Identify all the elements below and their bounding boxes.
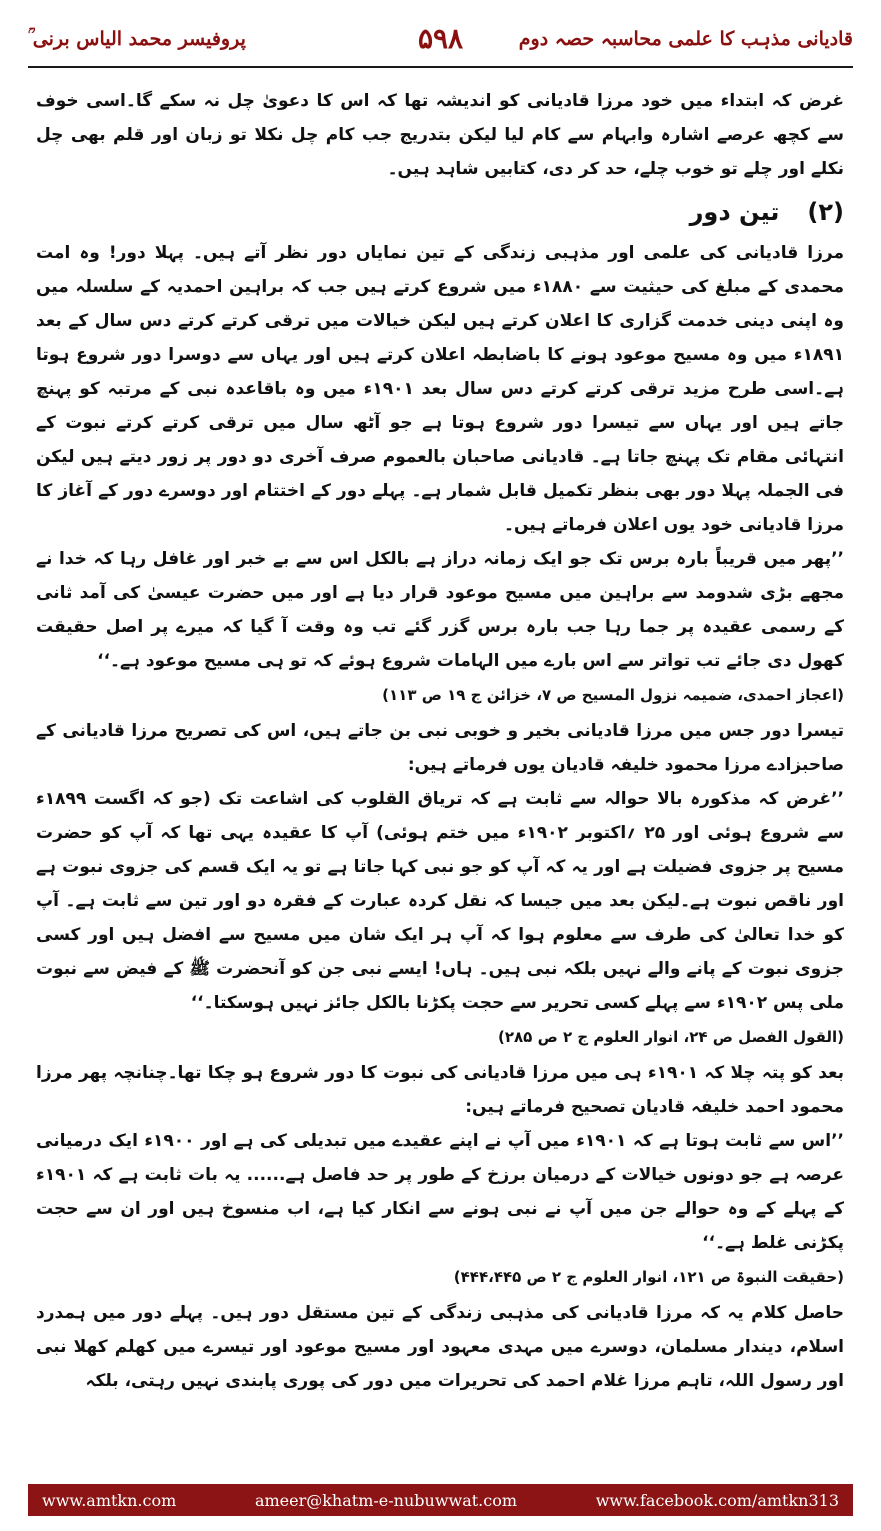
reference-3: (حقیقت النبوۃ ص ۱۲۱، انوار العلوم ج ۲ ص ۴۴۴،۴۴۵) xyxy=(453,1268,844,1286)
paragraph-2: مرزا قادیانی کی علمی اور مذہبی زندگی کے تین نمایاں دور نظر آتے ہیں۔ پہلا دور! وہ امت محمدی کے مبلغ کی حیثیت سے ۱۸۸۰ء میں شروع کرتے ہیں جب کہ براہین احمدیہ کے سلسلہ میں وہ اپنی دینی خدمت گزاری کا اعلان کرتے ہیں لیکن خیالات میں ترقی کرتے کرتے دس سال کے بعد ۱۸۹۱ء میں وہ مسیح موعود ہونے کا باضابطہ اعلان کرتے ہیں اور یہاں سے دوسرا دور شروع ہوتا ہے۔اسی طرح مزید ترقی کرتے کرتے دس سال بعد ۱۹۰۱ء میں وہ باقاعدہ نبی کے مرتبہ کو پہنچ جاتے ہیں اور یہاں سے تیسرا دور شروع ہوتا ہے جو آٹھ سال میں ترقی کرتے کرتے نبوت کے انتہائی مقام تک پہنچ جاتا ہے۔ قادیانی صاحبان بالعموم صرف آخری دو دور پر زور دیتے ہیں لیکن فی الجملہ پہلا دور بھی بنظر تکمیل قابل شمار ہے۔ پہلے دور کے اختتام اور دوسرے دور کے آغاز کا مرزا قادیانی خود یوں اعلان فرماتے ہیں۔ xyxy=(36,243,844,535)
author-name: پروفیسر محمد الیاس برنی ؒ xyxy=(28,28,246,50)
paragraph-4: بعد کو پتہ چلا کہ ۱۹۰۱ء ہی میں مرزا قادیانی کی نبوت کا دور شروع ہو چکا تھا۔چنانچہ پھر مرزا محمود احمد خلیفہ قادیان تصحیح فرماتے ہیں: xyxy=(36,1063,844,1117)
paragraph-5: حاصل کلام یہ کہ مرزا قادیانی کی مذہبی زندگی کے تین مستقل دور ہیں۔ پہلے دور میں ہمدرد اسلام، دیندار مسلمان، دوسرے میں مہدی معہود اور مسیح موعود اور تیسرے میں کھلم کھلا نبی اور رسول اللہ، تاہم مرزا غلام احمد کی تحریرات میں دور کی پوری پابندی نہیں رہتی، بلکہ xyxy=(36,1303,844,1391)
email-link[interactable]: ameer@khatm-e-nubuwwat.com xyxy=(254,1490,518,1510)
reference-2: (القول الفصل ص ۲۴، انوار العلوم ج ۲ ص ۲۸۵) xyxy=(498,1028,844,1046)
facebook-link[interactable]: www.facebook.com/amtkn313 xyxy=(595,1490,839,1510)
section-number: (۲) xyxy=(807,198,844,226)
series-title: قادیانی مذہب کا علمی محاسبہ حصہ دوم xyxy=(518,28,853,50)
page-header xyxy=(28,22,853,68)
paragraph-3: تیسرا دور جس میں مرزا قادیانی بخیر و خوبی نبی بن جاتے ہیں، اس کی تصریح مرزا قادیانی کے صاحبزادے مرزا محمود خلیفہ قادیان یوں فرماتے ہیں: xyxy=(36,721,844,775)
website-link[interactable]: www.amtkn.com xyxy=(42,1490,177,1510)
page-number: ۵۹۸ xyxy=(417,22,464,55)
quote-1: ’’پھر میں قریباً بارہ برس تک جو ایک زمانہ دراز ہے بالکل اس سے بے خبر اور غافل رہا کہ خدا نے مجھے بڑی شدومد سے براہین میں مسیح موعود قرار دیا ہے اور میں حضرت عیسیٰ کی آمد ثانی کے رسمی عقیدہ پر جما رہا جب بارہ برس گزر گئے تب وہ وقت آ گیا کہ میرے پر اصل حقیقت کھول دی جائے تب تواتر سے اس بارے میں الہامات شروع ہوئے کہ تو ہی مسیح موعود ہے۔‘‘ xyxy=(36,549,844,671)
quote-3: ’’اس سے ثابت ہوتا ہے کہ ۱۹۰۱ء میں آپ نے اپنے عقیدے میں تبدیلی کی ہے اور ۱۹۰۰ء ایک درمیانی عرصہ ہے جو دونوں خیالات کے درمیان برزخ کے طور پر حد فاصل ہے...... یہ بات ثابت ہے کہ ۱۹۰۱ء کے پہلے کے وہ حوالے جن میں آپ نے نبی ہونے سے انکار کیا ہے، اب منسوخ ہیں اور ان سے حجت پکڑنی غلط ہے۔‘‘ xyxy=(36,1131,844,1253)
section-title: تین دور xyxy=(689,198,780,226)
page-footer xyxy=(28,1484,853,1516)
section-heading xyxy=(36,190,844,234)
page-body xyxy=(36,84,844,1398)
quote-2: ’’غرض کہ مذکورہ بالا حوالہ سے ثابت ہے کہ تریاق القلوب کی اشاعت تک (جو کہ اگست ۱۸۹۹ء سے شروع ہوئی اور ۲۵ ؍اکتوبر ۱۹۰۲ء میں ختم ہوئی) آپ کا عقیدہ یہی تھا کہ آپ کو حضرت مسیح پر جزوی فضیلت ہے اور یہ کہ آپ کو جو نبی کہا جاتا ہے تو یہ ایک قسم کی جزوی نبوت ہے اور ناقص نبوت ہے۔لیکن بعد میں جیسا کہ نقل کردہ عبارت کے فقرہ دو اور تین سے ثابت ہے۔ آپ کو خدا تعالیٰ کی طرف سے معلوم ہوا کہ آپ ہر ایک شان میں مسیح سے افضل ہیں اور کسی جزوی نبوت کے پانے والے نہیں بلکہ نبی ہیں۔ ہاں! ایسے نبی جن کو آنحضرت ﷺ کے فیض سے نبوت ملی پس ۱۹۰۲ء سے پہلے کسی تحریر سے حجت پکڑنا بالکل جائز نہیں ہوسکتا۔‘‘ xyxy=(36,789,844,1013)
reference-1: (اعجاز احمدی، ضمیمہ نزول المسیح ص ۷، خزائن ج ۱۹ ص ۱۱۳) xyxy=(382,686,844,704)
paragraph-1: غرض کہ ابتداء میں خود مرزا قادیانی کو اندیشہ تھا کہ اس کا دعویٰ چل نہ سکے گا۔اسی خوف سے کچھ عرصے اشارہ وابہام سے کام لیا لیکن بتدریج جب کام چل نکلا تو زبان اور قلم بھی چل نکلے اور چلے تو خوب چلے، حد کر دی، کتابیں شاہد ہیں۔ xyxy=(36,91,844,179)
